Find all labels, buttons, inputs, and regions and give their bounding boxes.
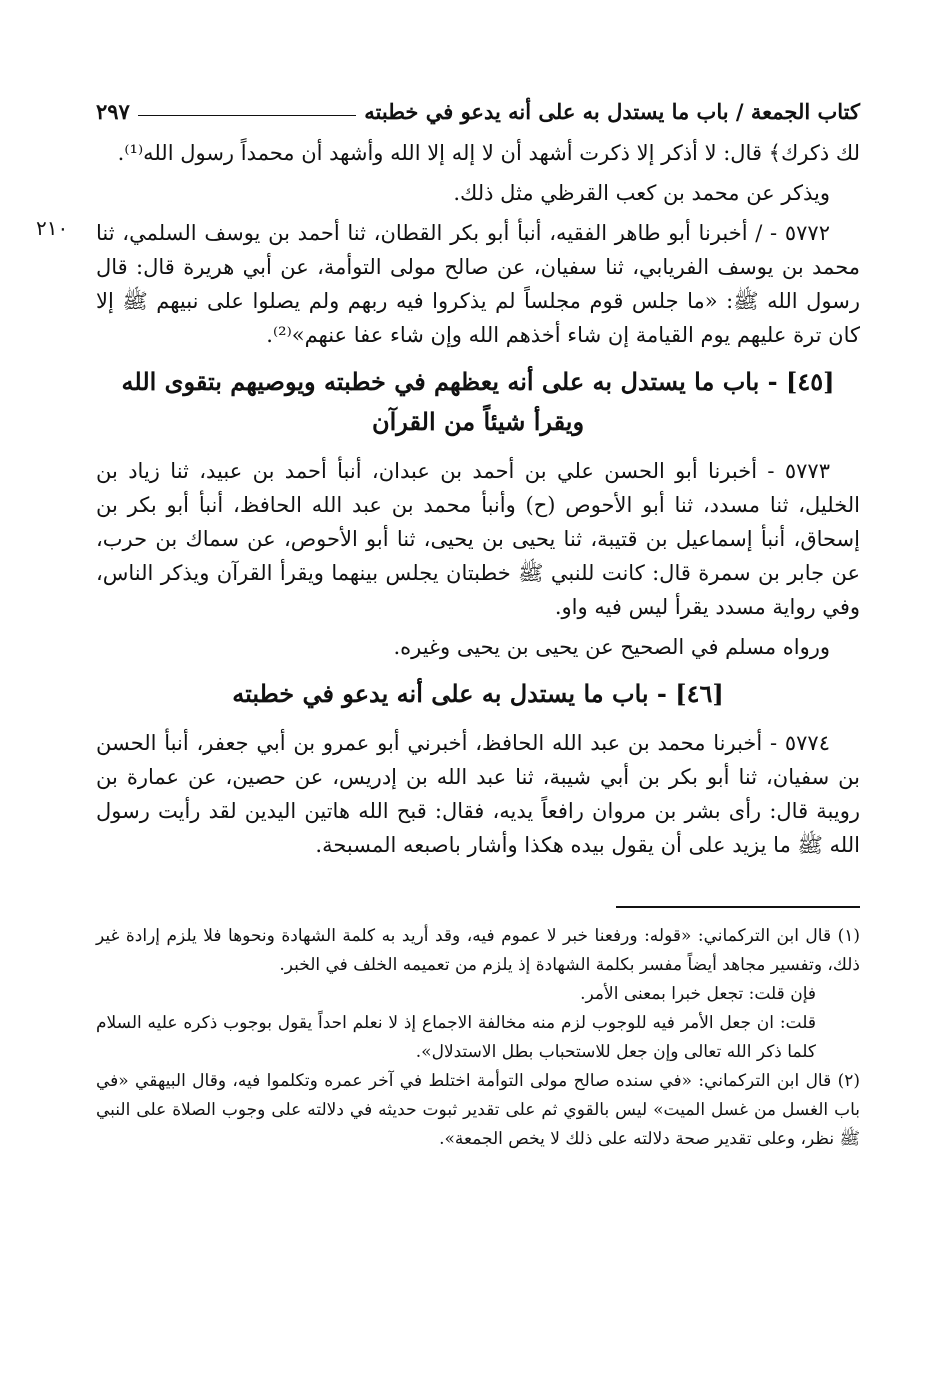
footnote-1-question: فإن قلت: تجعل خبرا بمعنى الأمر. [580, 984, 816, 1004]
hadith-5772-block [36, 216, 860, 352]
margin-reference: ٢١٠ [36, 216, 69, 240]
hadith-5772: ٥٧٧٢ - / أخبرنا أبو طاهر الفقيه، أنبأ أبو بكر القطان، ثنا أحمد بن يوسف السلمي، ثنا محمد بن يوسف الفريابي، ثنا سفيان، عن صالح مولى التوأمة، عن أبي هريرة قال: قال رسول الله ﷺ: «ما جلس قوم مجلساً لم يذكروا فيه ربهم ولم يصلوا على نبيهم ﷺ إلا كان ترة عليهم يوم القيامة إن شاء أخذهم الله وإن شاء عفا عنهم»⁽²⁾. [96, 221, 860, 347]
hadith-5773: ٥٧٧٣ - أخبرنا أبو الحسن علي بن أحمد بن عبدان، أنبأ أحمد بن عبيد، ثنا زياد بن الخليل، ثنا مسدد، ثنا أبو الأحوص (ح) وأنبأ محمد بن عبد الله الحافظ، أنبأ أبو بكر بن إسحاق، أنبأ إسماعيل بن قتيبة، ثنا يحيى بن يحيى، ثنا أبو الأحوص، عن سماك بن حرب، عن جابر بن سمرة قال: كانت للنبي ﷺ خطبتان يجلس بينهما ويقرأ القرآن ويذكر الناس، وفي رواية مسدد يقرأ ليس فيه واو. [96, 459, 860, 619]
footnote-separator [616, 906, 860, 908]
running-header [96, 84, 860, 124]
header-rule [138, 115, 356, 116]
paragraph-2: ويذكر عن محمد بن كعب القرظي مثل ذلك. [453, 181, 830, 205]
page-number: ٢٩٧ [96, 99, 130, 124]
page [36, 84, 860, 1154]
hadith-5774: ٥٧٧٤ - أخبرنا محمد بن عبد الله الحافظ، أخبرني أبو عمرو بن أبي جعفر، أنبأ الحسن بن سفيان، ثنا أبو بكر بن أبي شيبة، ثنا عبد الله بن إدريس، عن حصين، عن عمارة بن رويبة قال: رأى بشر بن مروان رافعاً يديه، فقال: قبح الله هاتين اليدين لقد رأيت رسول الله ﷺ ما يزيد على أن يقول بيده هكذا وأشار باصبعه المسبحة. [96, 731, 860, 857]
paragraph-1: لك ذكرك﴾ قال: لا أذكر إلا ذكرت أشهد أن لا إله إلا الله وأشهد أن محمداً رسول الله⁽¹⁾. [117, 141, 860, 165]
chapter-45-heading: [٤٥] - باب ما يستدل به على أنه يعظهم في خطبته ويوصيهم بتقوى الله ويقرأ شيئاً من القرآن [121, 367, 835, 436]
footnote-2: (٢) قال ابن التركماني: «في سنده صالح مولى التوأمة اختلط في آخر عمره وتكلموا فيه، وقال البيهقي «في باب الغسل من غسل الميت» ليس بالقوي ثم على تقدير ثبوت حديثه في دلالته على وجوب الصلاة على النبي ﷺ نظر، وعلى تقدير صحة دلالته على ذلك لا يخص الجمعة». [96, 1071, 860, 1149]
footnote-1-answer: قلت: ان جعل الأمر فيه للوجوب لزم منه مخالفة الاجماع إذ لا نعلم احداً يقول بوجوب ذكره عليه السلام كلما ذكر الله تعالى وإن جعل للاستحباب بطل الاستدلال». [96, 1013, 816, 1062]
footnote-1: (١) قال ابن التركماني: «قوله: ورفعنا خبر لا عموم فيه، وقد أريد به كلمة الشهادة ونحوها فلا يلزم إرادة غير ذلك، وتفسير مجاهد أيضاً مفسر بكلمة الشهادة إذ يلزم من تعميمه الخلف في الخبر. [96, 926, 860, 975]
paragraph-muslim: ورواه مسلم في الصحيح عن يحيى بن يحيى وغيره. [393, 635, 830, 659]
header-title: كتاب الجمعة / باب ما يستدل به على أنه يدعو في خطبته [364, 99, 860, 124]
chapter-46-heading: [٤٦] - باب ما يستدل به على أنه يدعو في خطبته [232, 679, 724, 708]
